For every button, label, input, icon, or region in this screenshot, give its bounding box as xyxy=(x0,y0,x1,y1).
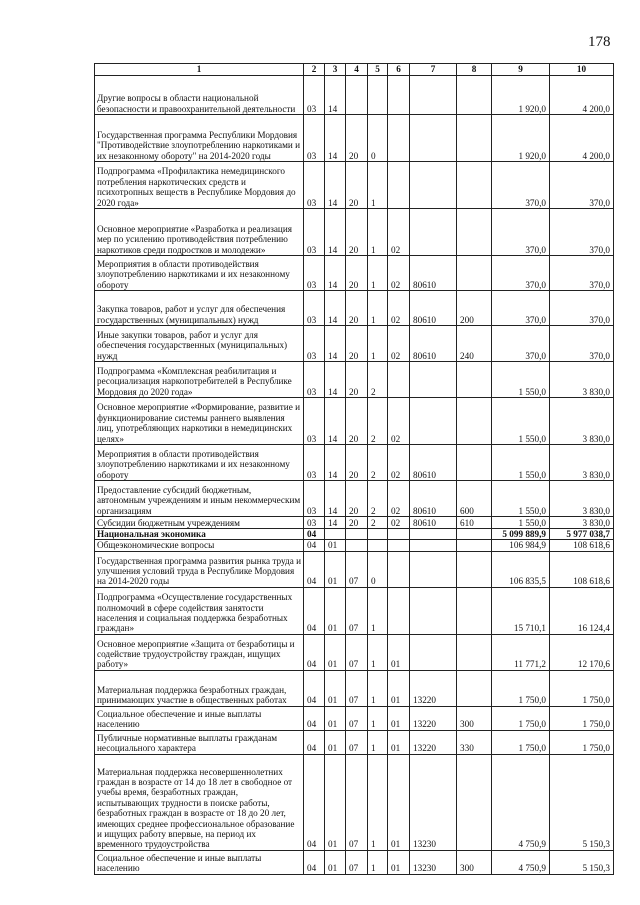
table-row xyxy=(95,529,614,540)
code-expense-type xyxy=(457,670,492,706)
code-subprogram: 1 xyxy=(368,754,388,850)
code-activity xyxy=(388,540,410,551)
code-direction: 80610 xyxy=(410,291,457,326)
code-activity: 01 xyxy=(388,670,410,706)
code-subprogram: 0 xyxy=(368,115,388,162)
amount-2020: 3 830,0 xyxy=(550,445,614,481)
code-expense-type: 600 xyxy=(457,481,492,517)
amount-2020: 108 618,6 xyxy=(550,551,614,587)
code-section: 04 xyxy=(304,730,325,754)
code-program: 07 xyxy=(346,730,368,754)
table-row xyxy=(95,730,614,754)
code-expense-type xyxy=(457,256,492,291)
amount-2019: 370,0 xyxy=(492,291,550,326)
row-name: Национальная экономика xyxy=(95,529,304,540)
code-section: 03 xyxy=(304,115,325,162)
code-activity xyxy=(388,362,410,398)
amount-2019: 370,0 xyxy=(492,326,550,362)
code-direction: 80610 xyxy=(410,256,457,291)
code-subsection: 14 xyxy=(325,76,346,115)
row-name: Материальная поддержка безработных граждан, принимающих участие в общественных работах xyxy=(95,670,304,706)
amount-2020: 108 618,6 xyxy=(550,540,614,551)
code-expense-type xyxy=(457,634,492,670)
table-row xyxy=(95,481,614,517)
code-activity: 01 xyxy=(388,754,410,850)
code-program xyxy=(346,529,368,540)
code-direction: 80610 xyxy=(410,517,457,529)
code-expense-type xyxy=(457,540,492,551)
code-section: 03 xyxy=(304,445,325,481)
code-section: 03 xyxy=(304,326,325,362)
row-name: Социальное обеспечение и иные выплаты населению xyxy=(95,706,304,730)
amount-2019: 1 550,0 xyxy=(492,398,550,445)
code-subsection: 14 xyxy=(325,256,346,291)
code-subprogram: 1 xyxy=(368,706,388,730)
code-program: 20 xyxy=(346,517,368,529)
code-program: 07 xyxy=(346,706,368,730)
row-name: Подпрограмма «Осуществление государственных полномочий в сфере содействия занятости населения и социальная поддержка безработных граждан» xyxy=(95,587,304,634)
code-section: 03 xyxy=(304,481,325,517)
table-row xyxy=(95,76,614,115)
row-name: Общеэкономические вопросы xyxy=(95,540,304,551)
code-subprogram: 2 xyxy=(368,481,388,517)
code-section: 04 xyxy=(304,540,325,551)
code-expense-type xyxy=(457,551,492,587)
amount-2019: 1 750,0 xyxy=(492,670,550,706)
code-subprogram: 2 xyxy=(368,517,388,529)
code-subsection: 01 xyxy=(325,634,346,670)
amount-2019: 11 771,2 xyxy=(492,634,550,670)
code-activity: 01 xyxy=(388,634,410,670)
row-name: Государственная программа развития рынка труда и улучшения условий труда в Республике Мордовия на 2014-2020 годы xyxy=(95,551,304,587)
code-activity: 02 xyxy=(388,481,410,517)
page-number: 178 xyxy=(588,34,611,50)
code-subprogram xyxy=(368,76,388,115)
code-section: 04 xyxy=(304,754,325,850)
code-subprogram: 1 xyxy=(368,326,388,362)
code-section: 04 xyxy=(304,670,325,706)
row-name: Закупка товаров, работ и услуг для обеспечения государственных (муниципальных) нужд xyxy=(95,291,304,326)
table-row xyxy=(95,291,614,326)
amount-2019: 106 835,5 xyxy=(492,551,550,587)
amount-2019: 106 984,9 xyxy=(492,540,550,551)
code-direction xyxy=(410,115,457,162)
code-direction: 13230 xyxy=(410,850,457,874)
code-subsection: 14 xyxy=(325,326,346,362)
code-subsection: 14 xyxy=(325,445,346,481)
code-expense-type xyxy=(457,754,492,850)
header-cell: 5 xyxy=(368,64,388,76)
header-cell: 4 xyxy=(346,64,368,76)
code-direction: 13220 xyxy=(410,706,457,730)
code-program: 20 xyxy=(346,398,368,445)
table-row xyxy=(95,670,614,706)
amount-2020: 370,0 xyxy=(550,162,614,209)
code-expense-type xyxy=(457,362,492,398)
amount-2019: 370,0 xyxy=(492,256,550,291)
amount-2020: 370,0 xyxy=(550,256,614,291)
code-subprogram: 1 xyxy=(368,291,388,326)
code-direction xyxy=(410,398,457,445)
code-section: 04 xyxy=(304,706,325,730)
row-name: Мероприятия в области противодействия злоупотреблению наркотиками и их незаконному обороту xyxy=(95,445,304,481)
table-row xyxy=(95,587,614,634)
code-program: 20 xyxy=(346,162,368,209)
row-name: Государственная программа Республики Мордовия "Противодействие злоупотреблению наркотиками и их незаконному обороту" на 2014-2020 годы xyxy=(95,115,304,162)
code-expense-type xyxy=(457,587,492,634)
code-direction xyxy=(410,587,457,634)
table-row xyxy=(95,256,614,291)
code-program: 20 xyxy=(346,445,368,481)
code-direction: 13220 xyxy=(410,670,457,706)
code-subprogram xyxy=(368,529,388,540)
code-section: 04 xyxy=(304,551,325,587)
code-program: 20 xyxy=(346,362,368,398)
row-name: Основное мероприятие «Формирование, развитие и функционирование системы раннего выявления лиц, употребляющих наркотики в немедицинских целях» xyxy=(95,398,304,445)
code-subsection: 14 xyxy=(325,517,346,529)
code-expense-type xyxy=(457,529,492,540)
code-subsection: 01 xyxy=(325,706,346,730)
amount-2019: 1 550,0 xyxy=(492,481,550,517)
code-subsection: 14 xyxy=(325,162,346,209)
table-row xyxy=(95,551,614,587)
code-subsection xyxy=(325,529,346,540)
code-subsection: 14 xyxy=(325,398,346,445)
code-expense-type: 610 xyxy=(457,517,492,529)
header-cell: 6 xyxy=(388,64,410,76)
code-section: 03 xyxy=(304,517,325,529)
code-program: 20 xyxy=(346,481,368,517)
code-direction xyxy=(410,634,457,670)
code-activity: 02 xyxy=(388,209,410,256)
code-activity: 01 xyxy=(388,850,410,874)
code-activity xyxy=(388,162,410,209)
table-row xyxy=(95,362,614,398)
code-direction xyxy=(410,162,457,209)
code-activity xyxy=(388,587,410,634)
header-cell: 1 xyxy=(95,64,304,76)
code-direction xyxy=(410,76,457,115)
code-program: 07 xyxy=(346,551,368,587)
amount-2019: 4 750,9 xyxy=(492,850,550,874)
row-name: Материальная поддержка несовершеннолетних граждан в возрасте от 14 до 18 лет в свободное от учебы время, безработных граждан, испытывающих трудности в поиске работы, безработных граждан в возрасте от 18 до 20 лет, имеющих среднее профессиональное образование и ищущих работу впервые, на период их временного трудоустройства xyxy=(95,754,304,850)
row-name: Другие вопросы в области национальной безопасности и правоохранительной деятельности xyxy=(95,76,304,115)
header-cell: 8 xyxy=(457,64,492,76)
code-subprogram: 0 xyxy=(368,551,388,587)
code-activity: 02 xyxy=(388,256,410,291)
code-program: 07 xyxy=(346,634,368,670)
amount-2019: 370,0 xyxy=(492,162,550,209)
code-activity: 02 xyxy=(388,291,410,326)
code-program: 07 xyxy=(346,670,368,706)
code-section: 03 xyxy=(304,291,325,326)
code-subprogram xyxy=(368,540,388,551)
code-program: 20 xyxy=(346,256,368,291)
header-cell: 2 xyxy=(304,64,325,76)
amount-2019: 1 550,0 xyxy=(492,517,550,529)
code-subsection: 01 xyxy=(325,587,346,634)
code-expense-type xyxy=(457,162,492,209)
header-cell: 3 xyxy=(325,64,346,76)
table-row xyxy=(95,398,614,445)
code-expense-type xyxy=(457,445,492,481)
code-section: 04 xyxy=(304,587,325,634)
row-name: Социальное обеспечение и иные выплаты населению xyxy=(95,850,304,874)
code-section: 03 xyxy=(304,162,325,209)
code-section: 04 xyxy=(304,850,325,874)
amount-2020: 5 150,3 xyxy=(550,850,614,874)
amount-2020: 5 150,3 xyxy=(550,754,614,850)
code-activity: 02 xyxy=(388,445,410,481)
table-row xyxy=(95,115,614,162)
code-program: 20 xyxy=(346,209,368,256)
code-subprogram: 2 xyxy=(368,398,388,445)
code-subsection: 14 xyxy=(325,209,346,256)
code-subsection: 01 xyxy=(325,754,346,850)
code-expense-type: 330 xyxy=(457,730,492,754)
code-expense-type xyxy=(457,398,492,445)
amount-2019: 370,0 xyxy=(492,209,550,256)
code-direction xyxy=(410,551,457,587)
amount-2020: 4 200,0 xyxy=(550,76,614,115)
amount-2020: 1 750,0 xyxy=(550,706,614,730)
code-subprogram: 1 xyxy=(368,162,388,209)
table-row xyxy=(95,445,614,481)
code-subsection: 01 xyxy=(325,670,346,706)
amount-2020: 370,0 xyxy=(550,291,614,326)
code-subprogram: 1 xyxy=(368,587,388,634)
table-row xyxy=(95,634,614,670)
code-subprogram: 1 xyxy=(368,850,388,874)
row-name: Основное мероприятие «Разработка и реализация мер по усилению противодействия потреблению наркотиков среди подростков и молодежи» xyxy=(95,209,304,256)
amount-2020: 3 830,0 xyxy=(550,398,614,445)
code-subsection: 01 xyxy=(325,551,346,587)
amount-2020: 16 124,4 xyxy=(550,587,614,634)
budget-table xyxy=(94,63,614,875)
code-subsection: 01 xyxy=(325,730,346,754)
amount-2020: 370,0 xyxy=(550,209,614,256)
code-activity: 02 xyxy=(388,398,410,445)
amount-2019: 1 750,0 xyxy=(492,706,550,730)
table-row xyxy=(95,326,614,362)
code-subprogram: 1 xyxy=(368,209,388,256)
amount-2019: 1 920,0 xyxy=(492,76,550,115)
code-direction xyxy=(410,209,457,256)
code-activity: 01 xyxy=(388,730,410,754)
code-direction xyxy=(410,529,457,540)
code-section: 03 xyxy=(304,209,325,256)
code-expense-type xyxy=(457,76,492,115)
code-program: 07 xyxy=(346,850,368,874)
code-direction: 13230 xyxy=(410,754,457,850)
code-expense-type: 240 xyxy=(457,326,492,362)
code-subsection: 14 xyxy=(325,481,346,517)
code-program xyxy=(346,76,368,115)
code-subsection: 14 xyxy=(325,291,346,326)
code-activity xyxy=(388,115,410,162)
code-activity: 02 xyxy=(388,517,410,529)
table-row xyxy=(95,706,614,730)
code-subprogram: 2 xyxy=(368,445,388,481)
code-activity: 01 xyxy=(388,706,410,730)
table-body xyxy=(95,76,614,875)
table-row xyxy=(95,209,614,256)
code-subprogram: 1 xyxy=(368,670,388,706)
header-cell: 10 xyxy=(550,64,614,76)
amount-2019: 4 750,9 xyxy=(492,754,550,850)
code-subprogram: 1 xyxy=(368,634,388,670)
code-direction: 80610 xyxy=(410,481,457,517)
table-header-row xyxy=(95,64,614,76)
table-row xyxy=(95,162,614,209)
amount-2019: 5 099 889,9 xyxy=(492,529,550,540)
amount-2020: 12 170,6 xyxy=(550,634,614,670)
amount-2019: 1 550,0 xyxy=(492,362,550,398)
row-name: Подпрограмма «Комплексная реабилитация и ресоциализация наркопотребителей в Республике Мордовия до 2020 года» xyxy=(95,362,304,398)
code-direction xyxy=(410,362,457,398)
code-expense-type xyxy=(457,115,492,162)
code-expense-type: 200 xyxy=(457,291,492,326)
amount-2019: 1 550,0 xyxy=(492,445,550,481)
amount-2020: 3 830,0 xyxy=(550,362,614,398)
amount-2020: 5 977 038,7 xyxy=(550,529,614,540)
code-section: 03 xyxy=(304,76,325,115)
code-section: 03 xyxy=(304,256,325,291)
amount-2020: 3 830,0 xyxy=(550,481,614,517)
amount-2019: 1 920,0 xyxy=(492,115,550,162)
code-subprogram: 1 xyxy=(368,730,388,754)
code-program: 20 xyxy=(346,115,368,162)
row-name: Публичные нормативные выплаты гражданам несоциального характера xyxy=(95,730,304,754)
table-row xyxy=(95,850,614,874)
table-row xyxy=(95,754,614,850)
code-activity xyxy=(388,76,410,115)
code-subprogram: 1 xyxy=(368,256,388,291)
code-direction xyxy=(410,540,457,551)
code-program: 07 xyxy=(346,587,368,634)
amount-2019: 1 750,0 xyxy=(492,730,550,754)
amount-2020: 4 200,0 xyxy=(550,115,614,162)
amount-2020: 370,0 xyxy=(550,326,614,362)
code-expense-type xyxy=(457,209,492,256)
header-cell: 9 xyxy=(492,64,550,76)
code-activity: 02 xyxy=(388,326,410,362)
code-direction: 80610 xyxy=(410,326,457,362)
code-subsection: 14 xyxy=(325,115,346,162)
table-row xyxy=(95,540,614,551)
row-name: Иные закупки товаров, работ и услуг для обеспечения государственных (муниципальных) нужд xyxy=(95,326,304,362)
amount-2020: 3 830,0 xyxy=(550,517,614,529)
row-name: Предоставление субсидий бюджетным, автономным учреждениям и иным некоммерческим организациям xyxy=(95,481,304,517)
code-program: 07 xyxy=(346,754,368,850)
amount-2019: 15 710,1 xyxy=(492,587,550,634)
code-section: 03 xyxy=(304,398,325,445)
code-program: 20 xyxy=(346,326,368,362)
code-subsection: 01 xyxy=(325,540,346,551)
amount-2020: 1 750,0 xyxy=(550,730,614,754)
code-program: 20 xyxy=(346,291,368,326)
row-name: Подпрограмма «Профилактика немедицинского потребления наркотических средств и психотропных веществ в Республике Мордовия до 2020 года» xyxy=(95,162,304,209)
code-direction: 13220 xyxy=(410,730,457,754)
code-subprogram: 2 xyxy=(368,362,388,398)
code-expense-type: 300 xyxy=(457,850,492,874)
code-activity xyxy=(388,551,410,587)
amount-2020: 1 750,0 xyxy=(550,670,614,706)
code-direction: 80610 xyxy=(410,445,457,481)
table-row xyxy=(95,517,614,529)
code-section: 03 xyxy=(304,362,325,398)
row-name: Мероприятия в области противодействия злоупотреблению наркотиками и их незаконному обороту xyxy=(95,256,304,291)
code-section: 04 xyxy=(304,529,325,540)
code-expense-type: 300 xyxy=(457,706,492,730)
code-subsection: 01 xyxy=(325,850,346,874)
code-program xyxy=(346,540,368,551)
code-subsection: 14 xyxy=(325,362,346,398)
code-activity xyxy=(388,529,410,540)
row-name: Основное мероприятие «Защита от безработицы и содействие трудоустройству граждан, ищущих работу» xyxy=(95,634,304,670)
header-cell: 7 xyxy=(410,64,457,76)
row-name: Субсидии бюджетным учреждениям xyxy=(95,517,304,529)
code-section: 04 xyxy=(304,634,325,670)
